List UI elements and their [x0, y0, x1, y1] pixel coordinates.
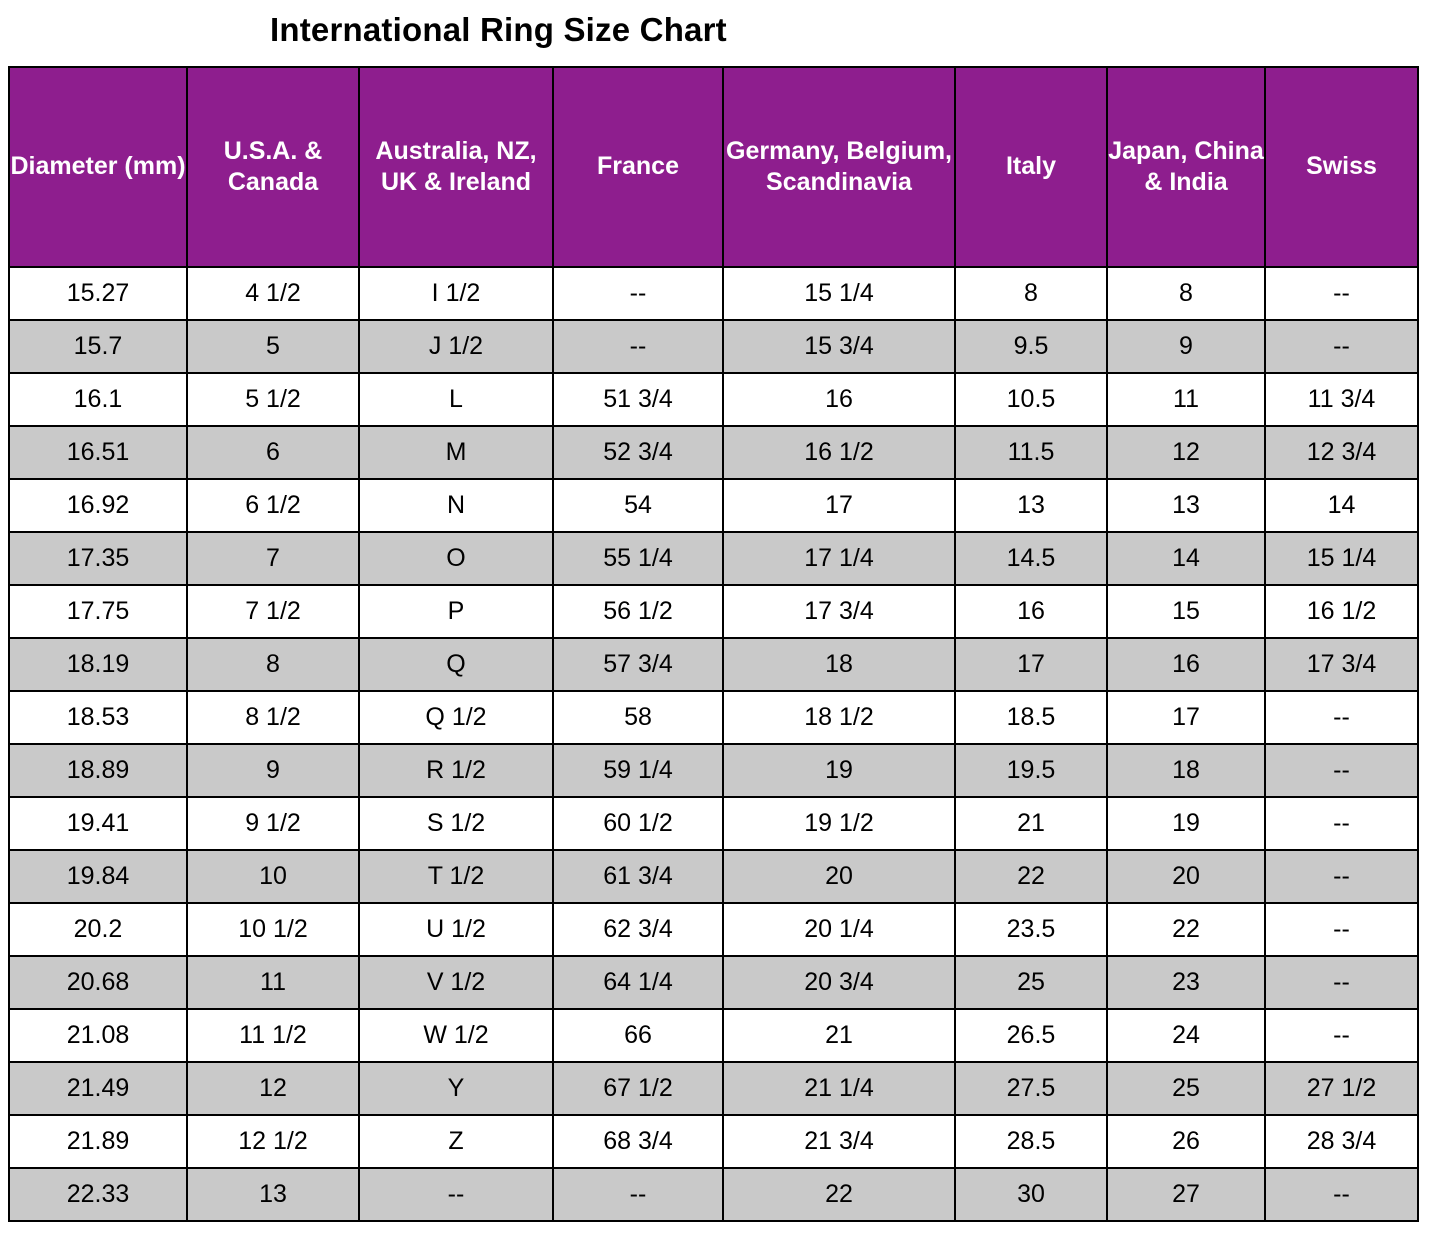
- cell-australia-nz-uk-ireland: W 1/2: [359, 1009, 553, 1062]
- cell-germany-belgium-scandinavia: 17 3/4: [723, 585, 955, 638]
- cell-italy: 27.5: [955, 1062, 1107, 1115]
- cell-germany-belgium-scandinavia: 16 1/2: [723, 426, 955, 479]
- cell-usa-canada: 12 1/2: [187, 1115, 359, 1168]
- cell-diameter: 15.7: [9, 320, 187, 373]
- cell-diameter: 16.51: [9, 426, 187, 479]
- cell-japan-china-india: 17: [1107, 691, 1265, 744]
- cell-germany-belgium-scandinavia: 19: [723, 744, 955, 797]
- cell-swiss: --: [1265, 744, 1418, 797]
- cell-diameter: 18.89: [9, 744, 187, 797]
- cell-usa-canada: 6: [187, 426, 359, 479]
- table-row: [9, 850, 1418, 903]
- cell-usa-canada: 8: [187, 638, 359, 691]
- cell-diameter: 18.53: [9, 691, 187, 744]
- cell-italy: 26.5: [955, 1009, 1107, 1062]
- cell-italy: 30: [955, 1168, 1107, 1221]
- cell-usa-canada: 5: [187, 320, 359, 373]
- cell-france: 56 1/2: [553, 585, 723, 638]
- cell-usa-canada: 11: [187, 956, 359, 1009]
- cell-diameter: 15.27: [9, 267, 187, 320]
- cell-swiss: --: [1265, 320, 1418, 373]
- cell-japan-china-india: 15: [1107, 585, 1265, 638]
- cell-japan-china-india: 22: [1107, 903, 1265, 956]
- cell-japan-china-india: 27: [1107, 1168, 1265, 1221]
- cell-italy: 14.5: [955, 532, 1107, 585]
- table-row: [9, 1168, 1418, 1221]
- cell-japan-china-india: 11: [1107, 373, 1265, 426]
- cell-diameter: 20.2: [9, 903, 187, 956]
- cell-swiss: 15 1/4: [1265, 532, 1418, 585]
- cell-diameter: 21.49: [9, 1062, 187, 1115]
- cell-germany-belgium-scandinavia: 20 3/4: [723, 956, 955, 1009]
- cell-australia-nz-uk-ireland: L: [359, 373, 553, 426]
- cell-italy: 22: [955, 850, 1107, 903]
- cell-italy: 11.5: [955, 426, 1107, 479]
- cell-usa-canada: 9: [187, 744, 359, 797]
- cell-japan-china-india: 24: [1107, 1009, 1265, 1062]
- cell-australia-nz-uk-ireland: T 1/2: [359, 850, 553, 903]
- cell-diameter: 21.08: [9, 1009, 187, 1062]
- cell-france: 59 1/4: [553, 744, 723, 797]
- cell-diameter: 21.89: [9, 1115, 187, 1168]
- cell-japan-china-india: 16: [1107, 638, 1265, 691]
- column-header-italy: Italy: [955, 67, 1107, 267]
- cell-swiss: 14: [1265, 479, 1418, 532]
- cell-japan-china-india: 8: [1107, 267, 1265, 320]
- cell-italy: 28.5: [955, 1115, 1107, 1168]
- cell-japan-china-india: 18: [1107, 744, 1265, 797]
- cell-italy: 13: [955, 479, 1107, 532]
- cell-germany-belgium-scandinavia: 17 1/4: [723, 532, 955, 585]
- cell-diameter: 18.19: [9, 638, 187, 691]
- cell-swiss: --: [1265, 797, 1418, 850]
- cell-australia-nz-uk-ireland: U 1/2: [359, 903, 553, 956]
- cell-germany-belgium-scandinavia: 17: [723, 479, 955, 532]
- cell-france: 68 3/4: [553, 1115, 723, 1168]
- cell-france: --: [553, 267, 723, 320]
- table-row: [9, 320, 1418, 373]
- cell-italy: 25: [955, 956, 1107, 1009]
- cell-usa-canada: 11 1/2: [187, 1009, 359, 1062]
- cell-france: 52 3/4: [553, 426, 723, 479]
- cell-swiss: --: [1265, 850, 1418, 903]
- table-row: [9, 903, 1418, 956]
- column-header-germany-belgium-scandinavia: Germany, Belgium, Scandinavia: [723, 67, 955, 267]
- cell-usa-canada: 4 1/2: [187, 267, 359, 320]
- cell-swiss: --: [1265, 956, 1418, 1009]
- column-header-japan-china-india: Japan, China & India: [1107, 67, 1265, 267]
- cell-australia-nz-uk-ireland: M: [359, 426, 553, 479]
- table-body: [9, 267, 1418, 1221]
- cell-australia-nz-uk-ireland: Q: [359, 638, 553, 691]
- cell-france: 51 3/4: [553, 373, 723, 426]
- cell-usa-canada: 5 1/2: [187, 373, 359, 426]
- cell-italy: 19.5: [955, 744, 1107, 797]
- cell-france: 60 1/2: [553, 797, 723, 850]
- cell-swiss: 11 3/4: [1265, 373, 1418, 426]
- cell-france: 64 1/4: [553, 956, 723, 1009]
- table-row: [9, 585, 1418, 638]
- cell-italy: 18.5: [955, 691, 1107, 744]
- cell-diameter: 19.41: [9, 797, 187, 850]
- cell-italy: 10.5: [955, 373, 1107, 426]
- table-row: [9, 956, 1418, 1009]
- cell-japan-china-india: 19: [1107, 797, 1265, 850]
- cell-usa-canada: 8 1/2: [187, 691, 359, 744]
- cell-swiss: 12 3/4: [1265, 426, 1418, 479]
- cell-usa-canada: 7 1/2: [187, 585, 359, 638]
- table-row: [9, 426, 1418, 479]
- cell-diameter: 22.33: [9, 1168, 187, 1221]
- cell-france: --: [553, 320, 723, 373]
- cell-japan-china-india: 26: [1107, 1115, 1265, 1168]
- cell-australia-nz-uk-ireland: Q 1/2: [359, 691, 553, 744]
- cell-italy: 21: [955, 797, 1107, 850]
- table-row: [9, 744, 1418, 797]
- cell-diameter: 16.92: [9, 479, 187, 532]
- cell-france: --: [553, 1168, 723, 1221]
- table-row: [9, 532, 1418, 585]
- table-row: [9, 267, 1418, 320]
- cell-australia-nz-uk-ireland: S 1/2: [359, 797, 553, 850]
- cell-france: 66: [553, 1009, 723, 1062]
- cell-australia-nz-uk-ireland: I 1/2: [359, 267, 553, 320]
- cell-germany-belgium-scandinavia: 18: [723, 638, 955, 691]
- table-row: [9, 797, 1418, 850]
- cell-italy: 23.5: [955, 903, 1107, 956]
- cell-swiss: 28 3/4: [1265, 1115, 1418, 1168]
- cell-australia-nz-uk-ireland: Z: [359, 1115, 553, 1168]
- cell-swiss: --: [1265, 903, 1418, 956]
- cell-australia-nz-uk-ireland: P: [359, 585, 553, 638]
- cell-diameter: 19.84: [9, 850, 187, 903]
- cell-germany-belgium-scandinavia: 15 3/4: [723, 320, 955, 373]
- cell-germany-belgium-scandinavia: 22: [723, 1168, 955, 1221]
- page-title: International Ring Size Chart: [270, 11, 727, 48]
- cell-usa-canada: 12: [187, 1062, 359, 1115]
- cell-france: 58: [553, 691, 723, 744]
- cell-diameter: 20.68: [9, 956, 187, 1009]
- cell-italy: 17: [955, 638, 1107, 691]
- column-header-diameter: Diameter (mm): [9, 67, 187, 267]
- cell-australia-nz-uk-ireland: Y: [359, 1062, 553, 1115]
- column-header-usa-canada: U.S.A. & Canada: [187, 67, 359, 267]
- cell-usa-canada: 9 1/2: [187, 797, 359, 850]
- cell-italy: 8: [955, 267, 1107, 320]
- column-header-australia-nz-uk-ireland: Australia, NZ, UK & Ireland: [359, 67, 553, 267]
- cell-japan-china-india: 25: [1107, 1062, 1265, 1115]
- cell-france: 62 3/4: [553, 903, 723, 956]
- cell-usa-canada: 6 1/2: [187, 479, 359, 532]
- table-row: [9, 1115, 1418, 1168]
- cell-japan-china-india: 13: [1107, 479, 1265, 532]
- cell-japan-china-india: 12: [1107, 426, 1265, 479]
- cell-germany-belgium-scandinavia: 19 1/2: [723, 797, 955, 850]
- cell-japan-china-india: 20: [1107, 850, 1265, 903]
- cell-germany-belgium-scandinavia: 16: [723, 373, 955, 426]
- cell-france: 57 3/4: [553, 638, 723, 691]
- table-row: [9, 638, 1418, 691]
- cell-australia-nz-uk-ireland: O: [359, 532, 553, 585]
- cell-france: 67 1/2: [553, 1062, 723, 1115]
- cell-diameter: 16.1: [9, 373, 187, 426]
- cell-swiss: --: [1265, 691, 1418, 744]
- cell-italy: 9.5: [955, 320, 1107, 373]
- cell-usa-canada: 13: [187, 1168, 359, 1221]
- column-header-france: France: [553, 67, 723, 267]
- table-row: [9, 691, 1418, 744]
- cell-germany-belgium-scandinavia: 20 1/4: [723, 903, 955, 956]
- cell-swiss: 17 3/4: [1265, 638, 1418, 691]
- cell-germany-belgium-scandinavia: 15 1/4: [723, 267, 955, 320]
- cell-australia-nz-uk-ireland: V 1/2: [359, 956, 553, 1009]
- cell-germany-belgium-scandinavia: 20: [723, 850, 955, 903]
- cell-australia-nz-uk-ireland: N: [359, 479, 553, 532]
- ring-size-table: [8, 66, 1419, 1222]
- cell-australia-nz-uk-ireland: --: [359, 1168, 553, 1221]
- table-row: [9, 1009, 1418, 1062]
- cell-germany-belgium-scandinavia: 18 1/2: [723, 691, 955, 744]
- cell-france: 55 1/4: [553, 532, 723, 585]
- cell-usa-canada: 10 1/2: [187, 903, 359, 956]
- column-header-swiss: Swiss: [1265, 67, 1418, 267]
- cell-germany-belgium-scandinavia: 21 1/4: [723, 1062, 955, 1115]
- cell-germany-belgium-scandinavia: 21 3/4: [723, 1115, 955, 1168]
- cell-italy: 16: [955, 585, 1107, 638]
- cell-japan-china-india: 23: [1107, 956, 1265, 1009]
- cell-australia-nz-uk-ireland: R 1/2: [359, 744, 553, 797]
- cell-swiss: --: [1265, 1009, 1418, 1062]
- cell-japan-china-india: 9: [1107, 320, 1265, 373]
- cell-usa-canada: 10: [187, 850, 359, 903]
- table-row: [9, 479, 1418, 532]
- cell-swiss: 16 1/2: [1265, 585, 1418, 638]
- cell-japan-china-india: 14: [1107, 532, 1265, 585]
- cell-australia-nz-uk-ireland: J 1/2: [359, 320, 553, 373]
- table-header: [9, 67, 1418, 267]
- cell-swiss: 27 1/2: [1265, 1062, 1418, 1115]
- cell-swiss: --: [1265, 1168, 1418, 1221]
- table-row: [9, 1062, 1418, 1115]
- table-header-row: [9, 67, 1418, 267]
- cell-diameter: 17.75: [9, 585, 187, 638]
- cell-france: 54: [553, 479, 723, 532]
- cell-france: 61 3/4: [553, 850, 723, 903]
- cell-diameter: 17.35: [9, 532, 187, 585]
- cell-swiss: --: [1265, 267, 1418, 320]
- cell-germany-belgium-scandinavia: 21: [723, 1009, 955, 1062]
- cell-usa-canada: 7: [187, 532, 359, 585]
- table-row: [9, 373, 1418, 426]
